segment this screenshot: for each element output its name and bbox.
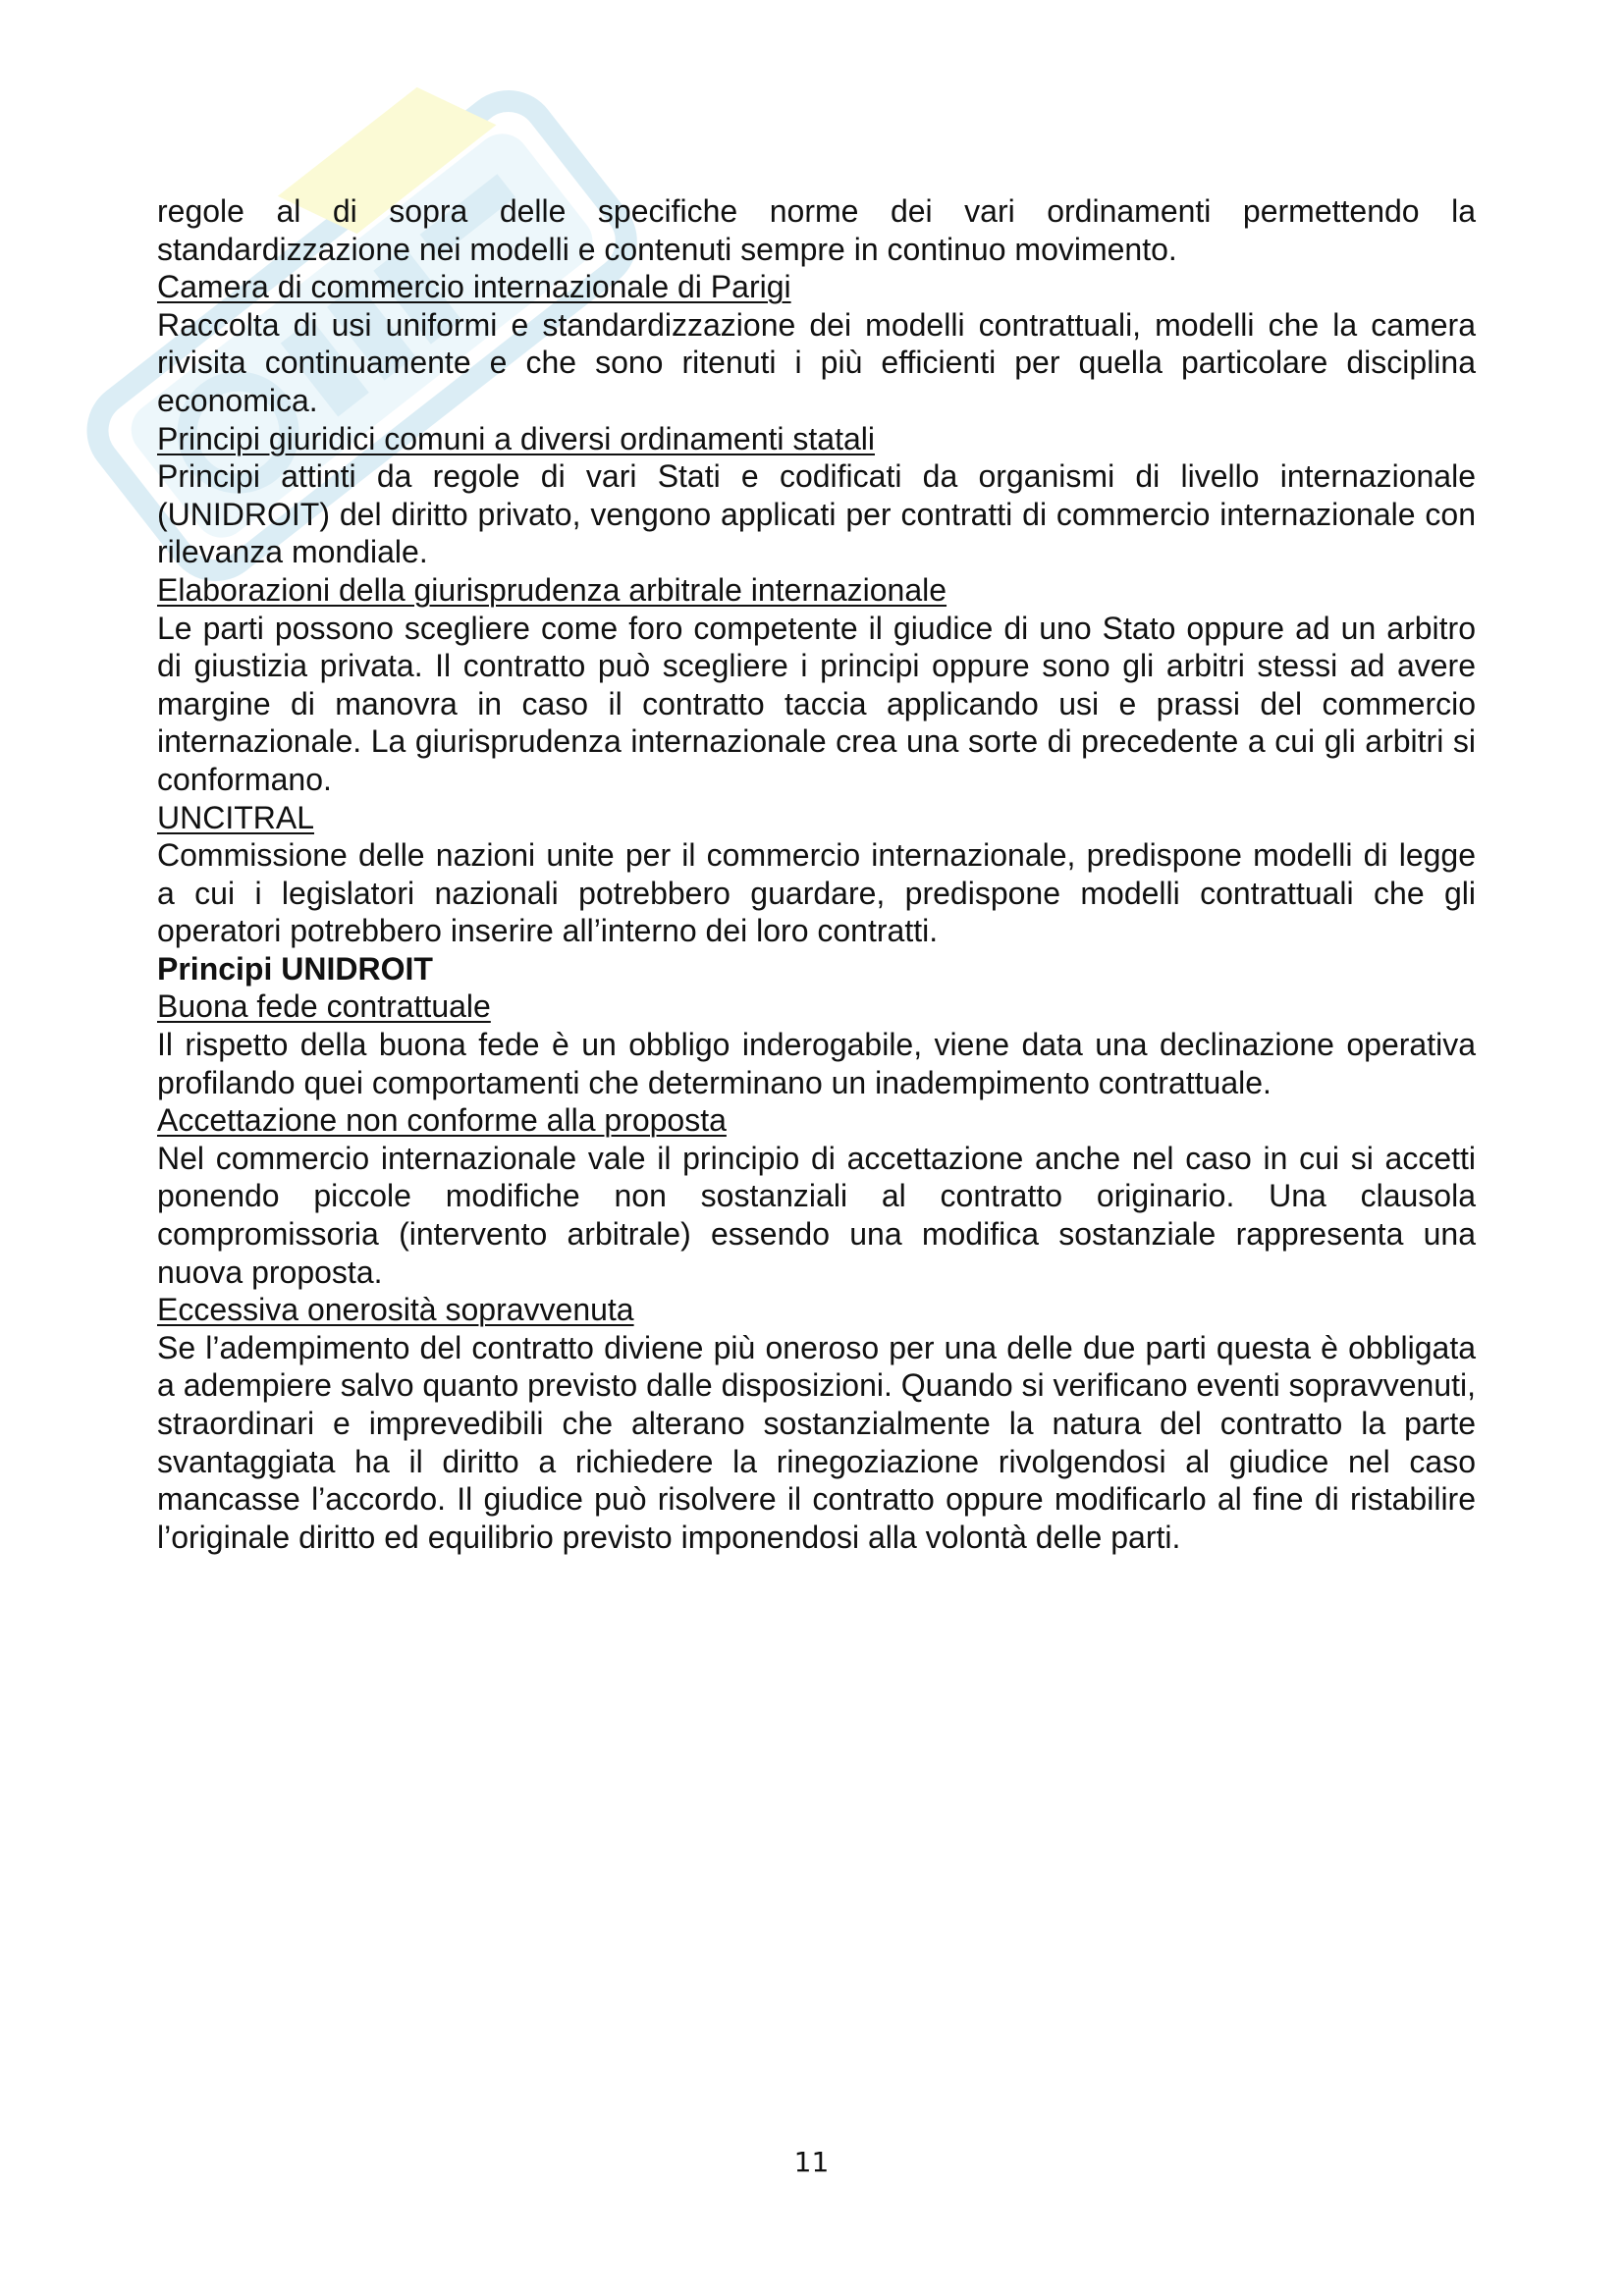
- section-body-camera-commercio: Raccolta di usi uniformi e standardizzazione dei modelli contrattuali, modelli che la camera rivisita continuamente e che sono ritenuti i più efficienti per quella particolare disciplina economica.: [157, 306, 1476, 418]
- intro-paragraph: regole al di sopra delle specifiche norme dei vari ordinamenti permettendo la standardizzazione nei modelli e contenuti sempre in continuo movimento.: [157, 193, 1476, 267]
- bold-heading-principi-unidroit: Principi UNIDROIT: [157, 950, 433, 987]
- document-body: [157, 192, 1476, 1556]
- section-heading-uncitral: UNCITRAL: [157, 799, 315, 835]
- section-body-principi-giuridici: Principi attinti da regole di vari Stati e codificati da organismi di livello internazionale (UNIDROIT) del diritto privato, vengono applicati per contratti di commercio internazionale con rilevanza mondiale.: [157, 458, 1476, 570]
- section-heading-camera-commercio: Camera di commercio internazionale di Parigi: [157, 269, 791, 305]
- section-body-onerosita: Se l’adempimento del contratto diviene più oneroso per una delle due parti questa è obbligata a adempiere salvo quanto previsto dalle disposizioni. Quando si verificano eventi sopravvenuti, straordinari e imprevedibili che alterano sostanzialmente la natura del contratto la parte svantaggiata ha il diritto a richiedere la rinegoziazione rivolgendosi al giudice nel caso mancasse l’accordo. Il giudice può risolvere il contratto oppure modificarlo al fine di ristabilire l’originale diritto ed equilibrio previsto imponendosi alla volontà delle parti.: [157, 1329, 1476, 1555]
- section-heading-buona-fede: Buona fede contrattuale: [157, 988, 491, 1025]
- section-heading-accettazione: Accettazione non conforme alla proposta: [157, 1102, 727, 1139]
- section-body-accettazione: Nel commercio internazionale vale il principio di accettazione anche nel caso in cui si accetti ponendo piccole modifiche non sostanziali al contratto originario. Una clausola compromissoria (intervento arbitrale) essendo una modifica sostanziale rappresenta una nuova proposta.: [157, 1140, 1476, 1290]
- section-body-buona-fede: Il rispetto della buona fede è un obbligo inderogabile, viene data una declinazione operativa profilando quei comportamenti che determinano un inadempimento contrattuale.: [157, 1027, 1476, 1100]
- section-body-giurisprudenza-arbitrale: Le parti possono scegliere come foro competente il giudice di uno Stato oppure ad un arbitro di giustizia privata. Il contratto può scegliere i principi oppure sono gli arbitri stessi ad avere margine di manovra in caso il contratto taccia applicando usi e prassi del commercio internazionale. La giurisprudenza internazionale crea una sorte di precedente a cui gli arbitri si conformano.: [157, 610, 1476, 797]
- section-heading-principi-giuridici: Principi giuridici comuni a diversi ordinamenti statali: [157, 420, 875, 456]
- section-heading-onerosita: Eccessiva onerosità sopravvenuta: [157, 1292, 634, 1328]
- section-body-uncitral: Commissione delle nazioni unite per il commercio internazionale, predispone modelli di legge a cui i legislatori nazionali potrebbero guardare, predispone modelli contrattuali che gli operatori potrebbero inserire all’interno dei loro contratti.: [157, 837, 1476, 949]
- section-heading-giurisprudenza-arbitrale: Elaborazioni della giurisprudenza arbitrale internazionale: [157, 571, 947, 608]
- page-number: 11: [793, 2146, 830, 2178]
